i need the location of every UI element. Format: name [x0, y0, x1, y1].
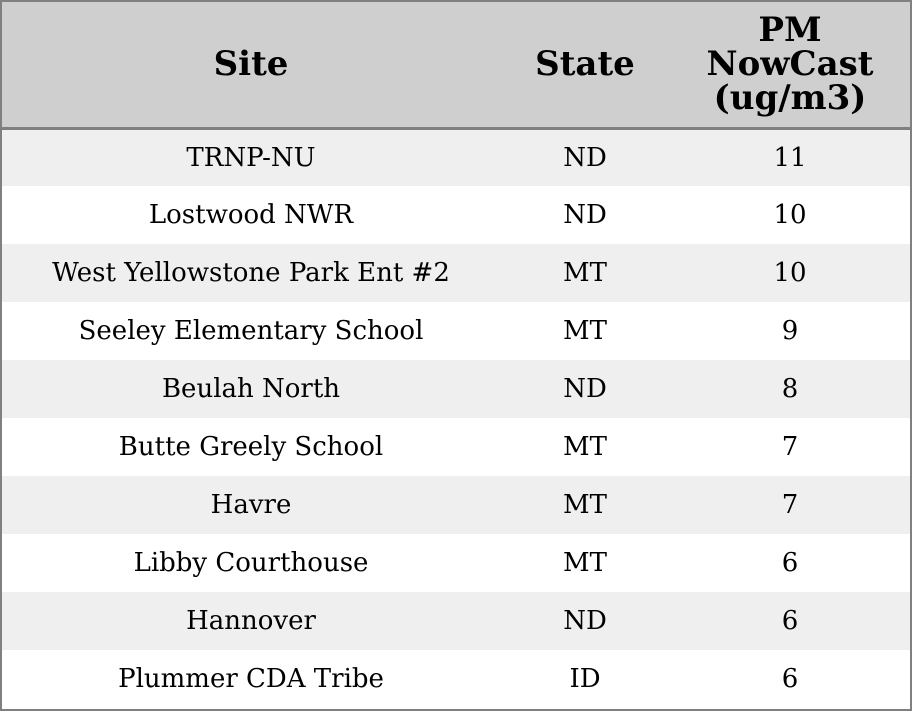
pm-value-cell: 6 [781, 548, 799, 578]
pm-value-cell: 6 [781, 606, 799, 636]
table-row [2, 360, 910, 418]
state-cell: ND [563, 200, 607, 230]
site-cell: West Yellowstone Park Ent #2 [52, 258, 450, 288]
table-row [2, 650, 910, 707]
site-cell: Lostwood NWR [148, 200, 354, 230]
state-cell: MT [563, 548, 607, 578]
pm-value-cell: 7 [781, 490, 799, 520]
column-header-site [2, 2, 500, 128]
site-cell: Seeley Elementary School [78, 316, 424, 346]
state-cell: ND [563, 142, 607, 173]
state-cell: ND [563, 606, 607, 636]
pm-value-cell: 7 [781, 432, 799, 462]
state-cell: MT [563, 432, 607, 462]
pm-value-cell: 8 [781, 374, 799, 404]
site-cell: Libby Courthouse [133, 548, 369, 578]
table-row [2, 128, 910, 186]
state-cell: ND [563, 374, 607, 404]
site-cell: TRNP-NU [186, 142, 316, 173]
site-cell: Butte Greely School [118, 432, 384, 462]
table-body [2, 128, 910, 707]
table-row [2, 302, 910, 360]
pm-value-cell: 11 [773, 142, 807, 173]
pm-value-cell: 9 [781, 316, 799, 346]
table-header-row [2, 2, 910, 128]
state-cell: MT [563, 316, 607, 346]
column-header-pm-nowcast [670, 2, 910, 128]
table-row [2, 418, 910, 476]
pm-value-cell: 10 [773, 200, 807, 230]
table-row [2, 244, 910, 302]
site-cell: Plummer CDA Tribe [118, 663, 384, 694]
state-cell: ID [569, 663, 601, 694]
column-header-state [500, 2, 670, 128]
pm-value-cell: 10 [773, 258, 807, 288]
table-row [2, 476, 910, 534]
table-row [2, 534, 910, 592]
column-header-site-label: Site [213, 44, 289, 85]
column-header-pm-nowcast-label: PM NowCast (ug/m3) [706, 10, 874, 119]
state-cell: MT [563, 258, 607, 288]
table-row [2, 592, 910, 650]
site-cell: Beulah North [161, 374, 341, 404]
table-row [2, 186, 910, 244]
state-cell: MT [563, 490, 607, 520]
site-cell: Hannover [186, 606, 316, 636]
pm-nowcast-table [2, 2, 910, 707]
pm-value-cell: 6 [781, 663, 799, 694]
column-header-state-label: State [535, 44, 635, 85]
site-cell: Havre [210, 490, 292, 520]
